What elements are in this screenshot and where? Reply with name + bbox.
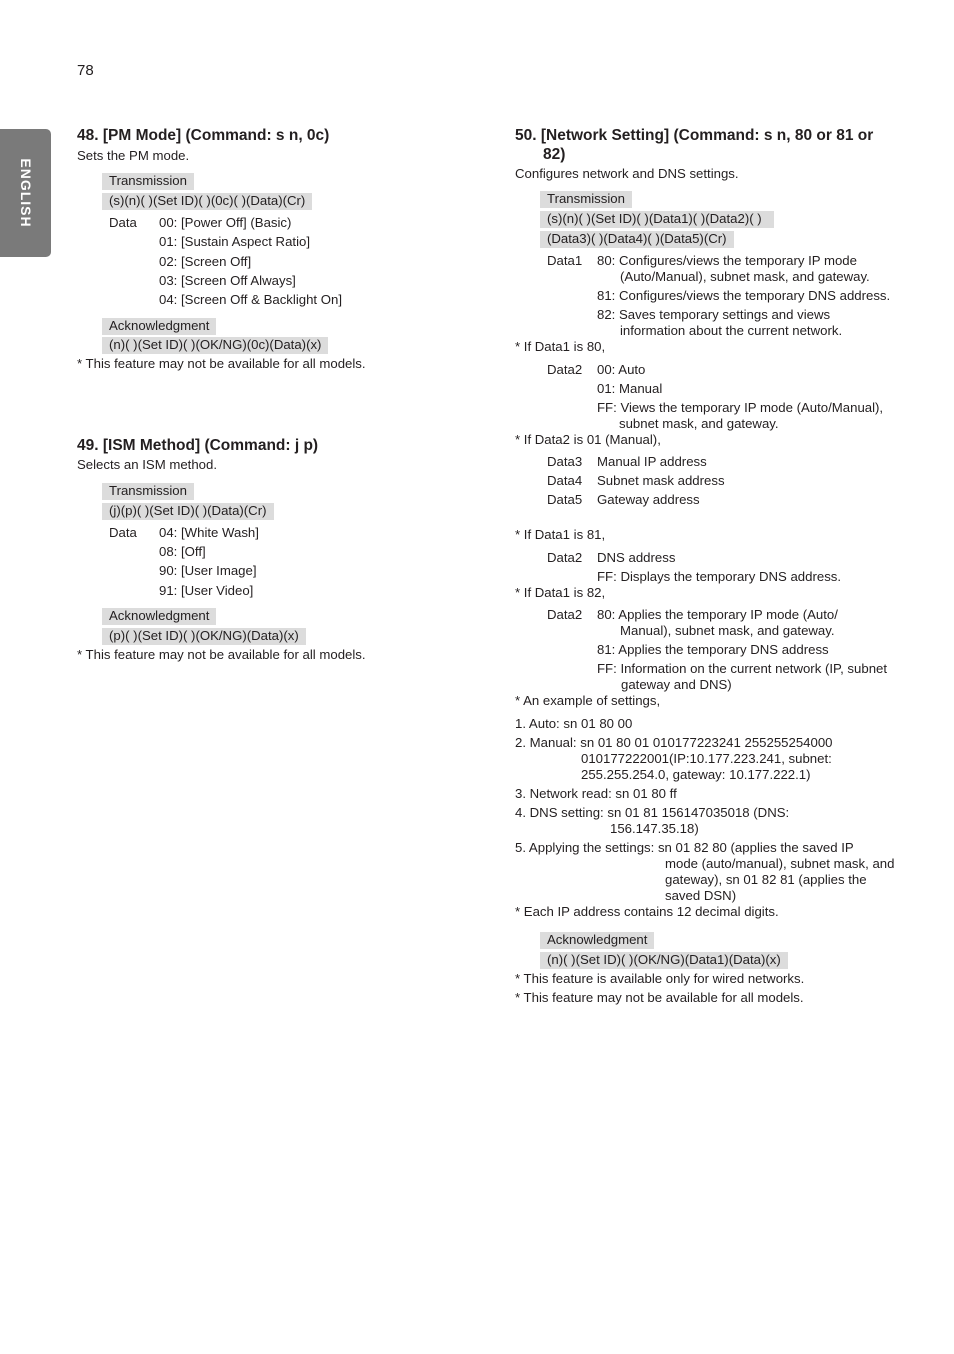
section-49-title: 49. [ISM Method] (Command: j p) xyxy=(77,437,319,454)
note-models: * This feature may not be available for all models. xyxy=(515,990,804,1005)
note-if-data2-01: * If Data2 is 01 (Manual), xyxy=(515,432,661,447)
section-48-data-value: 00: [Power Off] (Basic) xyxy=(159,215,292,230)
data2-apply-80: 80: Applies the temporary IP mode (Auto/ xyxy=(597,607,838,622)
note-wired: * This feature is available only for wired networks. xyxy=(515,971,805,986)
section-48-ack-command: (n)( )(Set ID)( )(OK/NG)(0c)(Data)(x) xyxy=(102,337,328,354)
data2-dns-ff: FF: Displays the temporary DNS address. xyxy=(597,569,842,584)
note-example: * An example of settings, xyxy=(515,693,661,708)
note-if-data1-81: * If Data1 is 81, xyxy=(515,527,606,542)
side-tab-label: ENGLISH xyxy=(17,158,34,228)
data2-apply-ff-cont: gateway and DNS) xyxy=(621,677,732,692)
example-5: 5. Applying the settings: sn 01 82 80 (applies the saved IP xyxy=(515,840,854,855)
example-4-cont: 156.147.35.18) xyxy=(610,821,699,836)
section-50-transmission-command: (s)(n)( )(Set ID)( )(Data1)( )(Data2)( ) xyxy=(540,211,774,228)
data2-01: 01: Manual xyxy=(597,381,663,396)
section-49-ack-label: Acknowledgment xyxy=(102,608,216,625)
section-49-transmission-command: (j)(p)( )(Set ID)( )(Data)(Cr) xyxy=(102,503,274,520)
example-4: 4. DNS setting: sn 01 81 156147035018 (DNS: xyxy=(515,805,790,820)
section-50-transmission-command-cont: (Data3)( )(Data4)( )(Data5)(Cr) xyxy=(540,231,734,248)
section-50-title: 50. [Network Setting] (Command: s n, 80 or 81 or xyxy=(515,127,874,144)
section-49-data-value: 90: [User Image] xyxy=(159,563,257,578)
note-ip-digits: * Each IP address contains 12 decimal digits. xyxy=(515,904,779,919)
section-48-data-value: 03: [Screen Off Always] xyxy=(159,273,296,288)
section-48-description: Sets the PM mode. xyxy=(77,148,190,163)
example-3: 3. Network read: sn 01 80 ff xyxy=(515,786,677,801)
section-49-ack-command: (p)( )(Set ID)( )(OK/NG)(Data)(x) xyxy=(102,628,306,645)
section-48-data-label: Data xyxy=(109,215,137,230)
section-49-data-label: Data xyxy=(109,525,137,540)
data2-apply-80-cont: Manual), subnet mask, and gateway. xyxy=(620,623,835,638)
section-49-data-value: 04: [White Wash] xyxy=(159,525,259,540)
section-50-transmission-label: Transmission xyxy=(540,191,632,208)
section-48-data-value: 04: [Screen Off & Backlight On] xyxy=(159,292,343,307)
language-side-tab xyxy=(0,129,51,257)
data4-value: Subnet mask address xyxy=(597,473,725,488)
data2-dns: DNS address xyxy=(597,550,676,565)
data2-label: Data2 xyxy=(547,607,583,622)
data2-apply-ff: FF: Information on the current network (IP, subnet xyxy=(597,661,888,676)
section-48-transmission-command: (s)(n)( )(Set ID)( )(0c)( )(Data)(Cr) xyxy=(102,193,312,210)
section-49-transmission-label: Transmission xyxy=(102,483,194,500)
section-49-data-value: 91: [User Video] xyxy=(159,583,254,598)
data4-label: Data4 xyxy=(547,473,583,488)
note-if-data1-80: * If Data1 is 80, xyxy=(515,339,606,354)
data1-82-cont: information about the current network. xyxy=(620,323,843,338)
data3-value: Manual IP address xyxy=(597,454,707,469)
example-2-cont: 010177222001(IP:10.177.223.241, subnet: xyxy=(581,751,832,766)
data1-81: 81: Configures/views the temporary DNS address. xyxy=(597,288,891,303)
data2-apply-81: 81: Applies the temporary DNS address xyxy=(597,642,829,657)
data1-label: Data1 xyxy=(547,253,583,268)
example-5-cont: mode (auto/manual), subnet mask, and xyxy=(665,856,895,871)
section-50-ack-label: Acknowledgment xyxy=(540,932,654,949)
data2-00: 00: Auto xyxy=(597,362,646,377)
section-48-data-value: 01: [Sustain Aspect Ratio] xyxy=(159,234,311,249)
section-48-note: * This feature may not be available for all models. xyxy=(77,356,366,371)
data2-label: Data2 xyxy=(547,550,583,565)
section-48-ack-label: Acknowledgment xyxy=(102,318,216,335)
example-5-cont: gateway), sn 01 82 81 (applies the xyxy=(665,872,867,887)
section-49-description: Selects an ISM method. xyxy=(77,457,218,472)
section-48-transmission-label: Transmission xyxy=(102,173,194,190)
example-2-cont: 255.255.254.0, gateway: 10.177.222.1) xyxy=(581,767,811,782)
data3-label: Data3 xyxy=(547,454,583,469)
page-number: 78 xyxy=(77,62,94,79)
data1-82: 82: Saves temporary settings and views xyxy=(597,307,831,322)
data5-value: Gateway address xyxy=(597,492,700,507)
section-50-description: Configures network and DNS settings. xyxy=(515,166,739,181)
data2-ff-cont: subnet mask, and gateway. xyxy=(619,416,779,431)
data2-ff: FF: Views the temporary IP mode (Auto/Manual), xyxy=(597,400,884,415)
data5-label: Data5 xyxy=(547,492,583,507)
example-5-cont: saved DSN) xyxy=(665,888,737,903)
example-1: 1. Auto: sn 01 80 00 xyxy=(515,716,633,731)
data2-label: Data2 xyxy=(547,362,583,377)
data1-80: 80: Configures/views the temporary IP mode xyxy=(597,253,857,268)
note-if-data1-82: * If Data1 is 82, xyxy=(515,585,606,600)
section-50-ack-command: (n)( )(Set ID)( )(OK/NG)(Data1)(Data)(x) xyxy=(540,952,788,969)
example-2: 2. Manual: sn 01 80 01 010177223241 255255254000 xyxy=(515,735,833,750)
section-50-title-cont: 82) xyxy=(543,146,566,163)
section-48-data-value: 02: [Screen Off] xyxy=(159,254,252,269)
section-49-data-value: 08: [Off] xyxy=(159,544,206,559)
section-49-note: * This feature may not be available for all models. xyxy=(77,647,366,662)
data1-80-cont: (Auto/Manual), subnet mask, and gateway. xyxy=(620,269,870,284)
section-48-title: 48. [PM Mode] (Command: s n, 0c) xyxy=(77,127,330,144)
